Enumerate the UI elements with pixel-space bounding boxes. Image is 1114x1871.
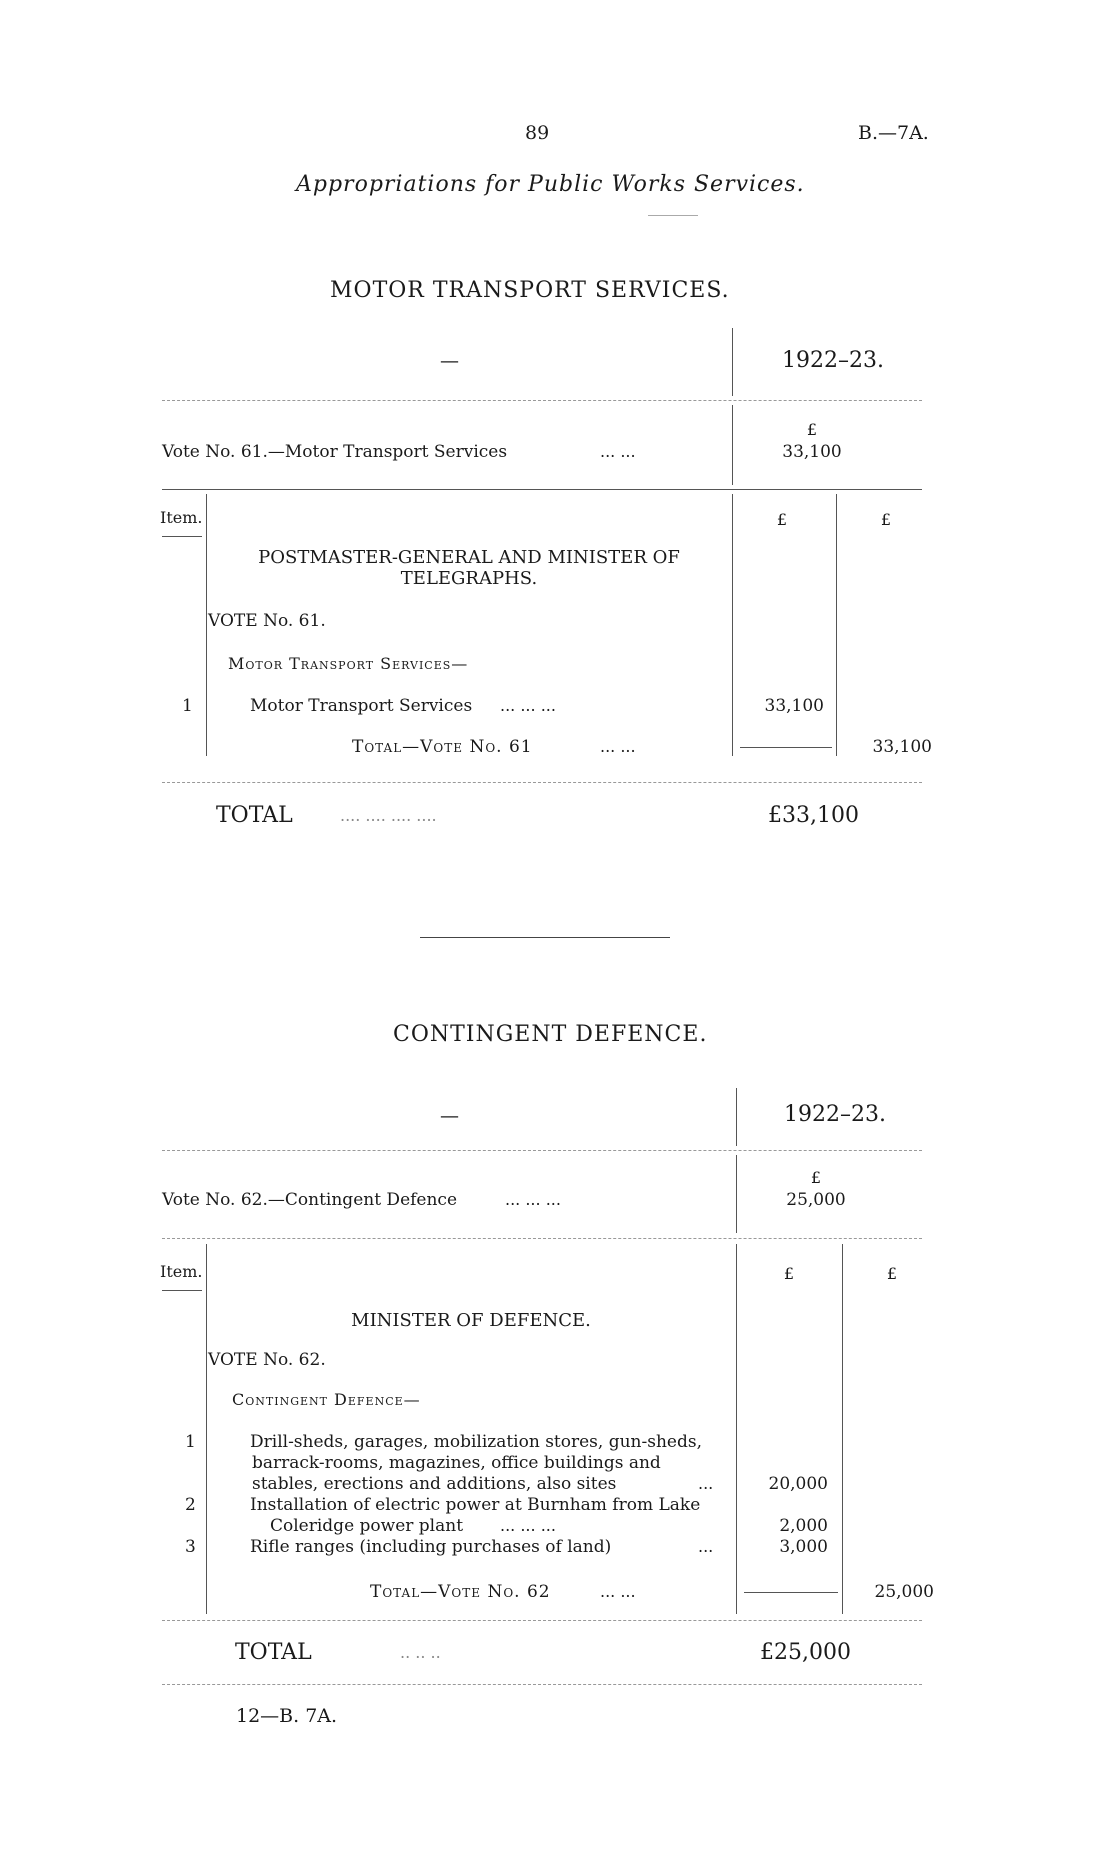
page-subtitle: Appropriations for Public Works Services. <box>296 172 805 197</box>
item-amount: 2,000 <box>779 1516 828 1536</box>
leader-dots: ... ... ... <box>500 696 556 715</box>
column-year: 1922–23. <box>782 348 884 373</box>
item-number: 1 <box>182 696 193 716</box>
total-vote-label: Total—Vote No. 61 <box>352 737 533 757</box>
amount-column-divider <box>736 1244 737 1614</box>
leader-dots: .... .... .... .... <box>340 806 437 825</box>
item-column-header: Item. <box>160 508 203 527</box>
item-amount: 3,000 <box>779 1537 828 1557</box>
divider <box>162 489 922 490</box>
vote-label: Vote No. 61.—Motor Transport Services <box>162 442 508 462</box>
item-number: 2 <box>185 1495 196 1515</box>
divider <box>162 1684 922 1685</box>
item-description: Installation of electric power at Burnham from Lake <box>250 1495 701 1515</box>
currency-symbol: £ <box>810 1168 822 1187</box>
item-description: Rifle ranges (including purchases of land) <box>250 1537 612 1557</box>
pound-header: £ <box>783 1264 795 1283</box>
item-header-rule <box>162 1290 202 1291</box>
divider <box>162 1150 922 1151</box>
grand-total-amount: £33,100 <box>768 803 859 828</box>
subtitle-rule <box>648 215 698 216</box>
grand-total-amount: £25,000 <box>760 1640 851 1665</box>
column-dash: — <box>440 1105 459 1127</box>
ministry-heading: MINISTER OF DEFENCE. <box>351 1310 591 1331</box>
grand-total-label: TOTAL <box>216 803 293 828</box>
leader-dots: ... <box>698 1474 714 1493</box>
pound-header: £ <box>776 510 788 529</box>
item-header-rule <box>162 536 202 537</box>
vote-amount: 25,000 <box>786 1190 846 1210</box>
amount-column-divider <box>732 494 733 756</box>
sum-rule <box>740 747 832 748</box>
ministry-heading: POSTMASTER-GENERAL AND MINISTER OF <box>258 547 680 568</box>
column-divider <box>732 405 733 485</box>
item-amount: 20,000 <box>768 1474 828 1494</box>
leader-dots: ... ... ... <box>505 1190 561 1209</box>
column-divider <box>736 1088 737 1146</box>
total-vote-amount: 25,000 <box>874 1582 934 1602</box>
vote-number: VOTE No. 62. <box>208 1350 326 1370</box>
divider <box>162 1238 922 1239</box>
item-description: Motor Transport Services <box>250 696 473 716</box>
printer-signature: 12—B. 7A. <box>236 1705 338 1727</box>
leader-dots: ... ... <box>600 442 636 461</box>
leader-dots: ... ... <box>600 737 636 756</box>
item-description: Coleridge power plant <box>270 1516 464 1536</box>
pound-header: £ <box>880 510 892 529</box>
grand-total-label: TOTAL <box>235 1640 312 1665</box>
item-number: 1 <box>185 1432 196 1452</box>
section-title-motor-transport: MOTOR TRANSPORT SERVICES. <box>330 278 730 303</box>
section-title-contingent-defence: CONTINGENT DEFENCE. <box>393 1022 708 1047</box>
total-column-divider <box>836 494 837 756</box>
item-amount: 33,100 <box>764 696 824 716</box>
column-year: 1922–23. <box>784 1102 886 1127</box>
currency-symbol: £ <box>806 420 818 439</box>
page-number: 89 <box>525 122 550 144</box>
section-separator <box>420 937 670 938</box>
subhead: Contingent Defence— <box>232 1390 421 1409</box>
leader-dots: ... <box>698 1537 714 1556</box>
vote-label: Vote No. 62.—Contingent Defence <box>162 1190 458 1210</box>
column-divider <box>736 1155 737 1233</box>
item-column-header: Item. <box>160 1262 203 1281</box>
item-number: 3 <box>185 1537 196 1557</box>
document-reference: B.—7A. <box>858 122 929 144</box>
item-description: barrack-rooms, magazines, office buildings and <box>252 1453 661 1473</box>
vote-amount: 33,100 <box>782 442 842 462</box>
pound-header: £ <box>886 1264 898 1283</box>
divider <box>162 1620 922 1621</box>
sum-rule <box>744 1592 838 1593</box>
total-column-divider <box>842 1244 843 1614</box>
item-description: Drill-sheds, garages, mobilization stores, gun-sheds, <box>250 1432 702 1452</box>
item-column-divider <box>206 494 207 756</box>
leader-dots: ... ... ... <box>500 1516 556 1535</box>
item-column-divider <box>206 1244 207 1614</box>
ministry-heading: TELEGRAPHS. <box>400 568 538 589</box>
divider <box>162 400 922 401</box>
column-dash: — <box>440 350 459 372</box>
leader-dots: .. .. .. <box>400 1643 441 1662</box>
item-description: stables, erections and additions, also sites <box>252 1474 617 1494</box>
divider <box>162 782 922 783</box>
subhead: Motor Transport Services— <box>228 654 469 673</box>
column-divider <box>732 328 733 396</box>
vote-number: VOTE No. 61. <box>208 611 326 631</box>
leader-dots: ... ... <box>600 1582 636 1601</box>
total-vote-amount: 33,100 <box>872 737 932 757</box>
total-vote-label: Total—Vote No. 62 <box>370 1582 551 1602</box>
